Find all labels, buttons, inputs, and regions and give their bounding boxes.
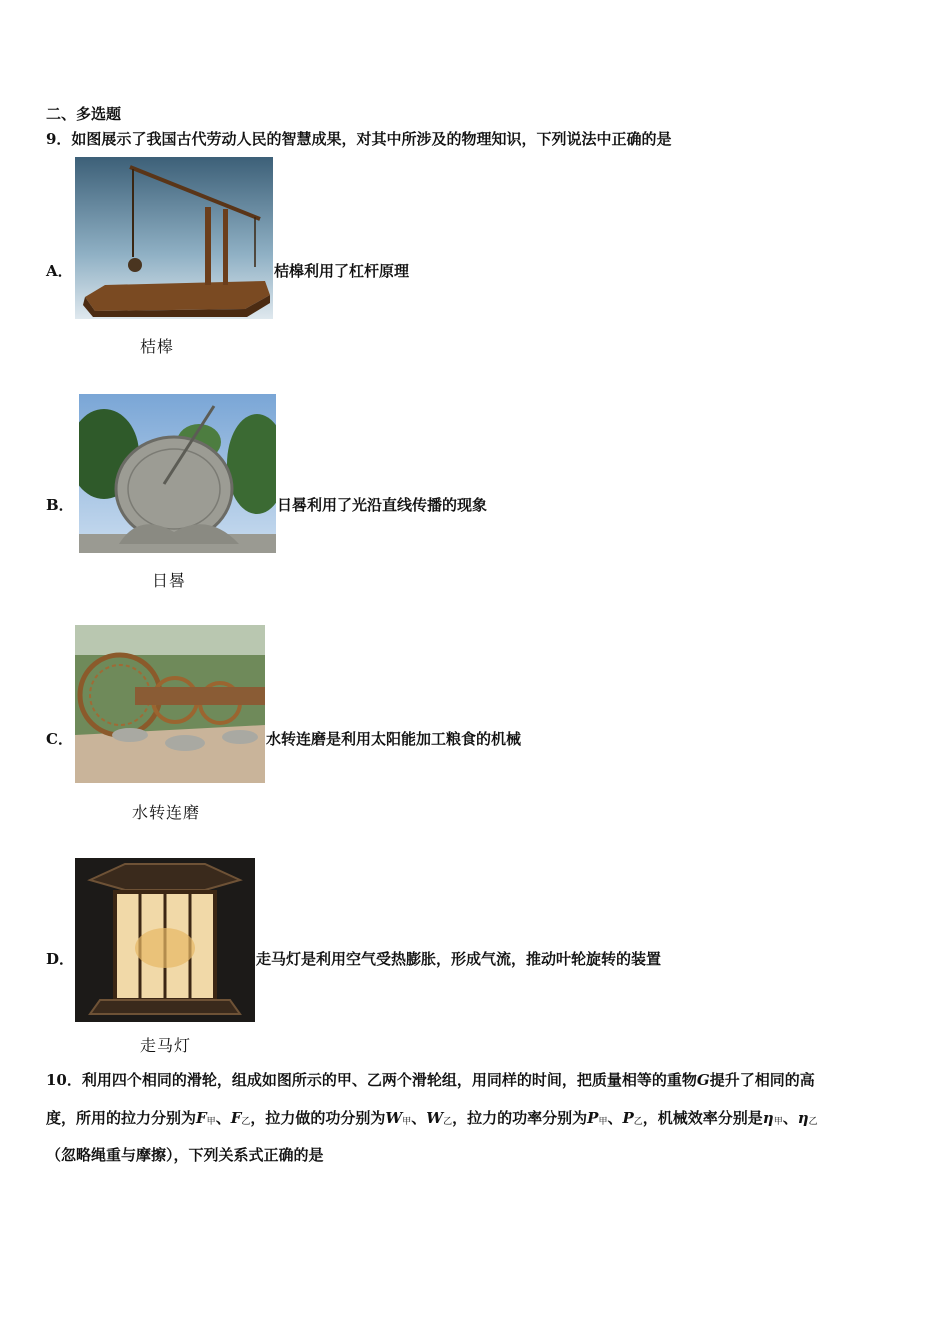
question-9-stem: 9．如图展示了我国古代劳动人民的智慧成果，对其中所涉及的物理知识，下列说法中正确的是	[46, 130, 672, 148]
revolving-lantern-image	[75, 858, 255, 1022]
question-10-line2: 度，所用的拉力分别为$F_甲$、$F_乙$，拉力做的功分别为$W_甲$、$W_乙$，拉力的功率分别为$P_甲$、$P_乙$，机械效率分别是$\eta_甲$、$\eta_乙$	[46, 1109, 818, 1127]
option-a-text: 桔槔利用了杠杆原理	[274, 262, 410, 280]
water-mill-image	[75, 625, 265, 783]
water-mill-caption: 水转连磨	[132, 803, 201, 822]
revolving-lantern-caption: 走马灯	[140, 1036, 192, 1055]
option-a-letter: A．	[46, 262, 73, 280]
sundial-image	[79, 394, 276, 553]
sundial-caption: 日晷	[152, 571, 187, 590]
section-title: 二、多选题	[46, 105, 122, 123]
shadoof-image	[75, 157, 273, 319]
option-d-letter: D．	[46, 950, 75, 968]
shadoof-caption: 桔槔	[140, 337, 175, 356]
question-10-line1: 10．利用四个相同的滑轮，组成如图所示的甲、乙两个滑轮组，用同样的时间，把质量相等的重物G提升了相同的高	[46, 1071, 815, 1089]
question-10-line3: （忽略绳重与摩擦），下列关系式正确的是	[46, 1146, 324, 1164]
option-b-letter: B．	[46, 496, 74, 514]
option-d-text: 走马灯是利用空气受热膨胀，形成气流，推动叶轮旋转的装置	[256, 950, 662, 968]
option-b-text: 日晷利用了光沿直线传播的现象	[277, 496, 488, 514]
option-c-text: 水转连磨是利用太阳能加工粮食的机械	[266, 730, 522, 748]
option-c-letter: C．	[46, 730, 73, 748]
